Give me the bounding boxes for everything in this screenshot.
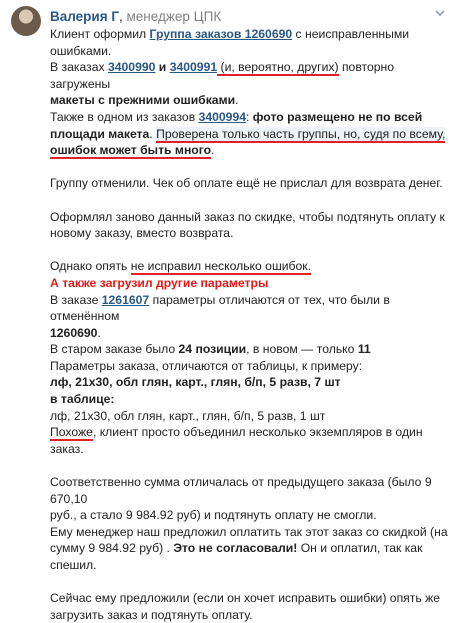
line: макеты с прежними ошибками. — [50, 93, 239, 108]
line: лф, 21х30, обл глян, карт., глян, б/п, 5 разв, 7 шт — [50, 375, 341, 390]
line: площади макета. Проверена только часть группы, но, судя по всему, — [50, 126, 446, 141]
line: лф, 21х30, обл глян, карт., глян, б/п, 5 разв, 1 шт — [50, 408, 326, 423]
order-link-3400991[interactable]: 3400991 — [169, 60, 218, 75]
line: Клиент оформил Группа заказов 1260690 с неисправленными ошибками. — [50, 27, 410, 58]
order-group-link[interactable]: Группа заказов 1260690 — [149, 27, 293, 41]
warning-text: А также загрузил другие параметры — [50, 275, 269, 290]
line: Оформлял заново данный заказ по скидке, чтобы подтянуть оплату к — [50, 209, 445, 224]
author-name[interactable]: Валерия Г — [50, 9, 119, 24]
line: В старом заказе было 24 позиции, в новом — только 11 — [50, 342, 371, 357]
line: Параметры заказа, отличаются от таблицы, к примеру: — [50, 358, 363, 373]
line: Также в одном из заказов 3400994: фото размещено не по всей — [50, 109, 423, 124]
line: руб., а стало 9 984.92 руб) и подтянуть оплату не смогли. — [50, 508, 377, 523]
order-link-1261607[interactable]: 1261607 — [101, 292, 150, 307]
line: в таблице: — [50, 392, 115, 407]
underlined-text: Проверена только часть группы, но, судя по всему, — [156, 126, 446, 141]
line: В заказе 1261607 параметры отличаются от тех, что были в отменённом — [50, 292, 390, 324]
line: новому заказу, вместо возврата. — [50, 226, 234, 241]
underlined-text: Похоже — [50, 425, 93, 440]
line: сумму 9 984.92 руб) . Это не согласовали! Он и оплатил, так как спешил. — [50, 541, 423, 572]
underlined-text: (и, вероятно, других) — [217, 60, 339, 75]
underlined-text: не исправил несколько ошибок. — [130, 259, 312, 274]
author-sep: , — [119, 9, 127, 24]
line: Группу отменили. Чек об оплате ещё не прислал для возврата денег. — [50, 176, 443, 191]
line: ошибок может быть много. — [50, 143, 215, 158]
order-link-3400994[interactable]: 3400994 — [198, 109, 247, 124]
chevron-down-icon[interactable] — [433, 6, 447, 20]
line: В заказах 3400990 и 3400991 (и, вероятно, других) повторно загружены — [50, 60, 395, 91]
line: загрузить заказ и подтянуть оплату. — [50, 607, 253, 622]
line: 1260690. — [50, 325, 101, 340]
line: Однако опять не исправил несколько ошибок. — [50, 259, 312, 274]
author-role: менеджер ЦПК — [126, 9, 222, 24]
line — [50, 275, 450, 292]
underlined-text: ошибок может быть много — [50, 143, 212, 158]
line: Соответственно сумма отличалась от предыдущего заказа (было 9 670,10 — [50, 475, 432, 506]
order-link-3400990[interactable]: 3400990 — [107, 60, 156, 75]
avatar[interactable] — [11, 6, 41, 36]
message-header — [50, 9, 221, 24]
line: Сейчас ему предложили (если он хочет исправить ошибки) опять же — [50, 591, 441, 606]
line: Ему менеджер наш предложил оплатить так этот заказ со скидкой (на — [50, 524, 448, 539]
line: Похоже, клиент просто объединил несколько экземпляров в один заказ. — [50, 425, 423, 456]
message-body — [50, 26, 450, 623]
